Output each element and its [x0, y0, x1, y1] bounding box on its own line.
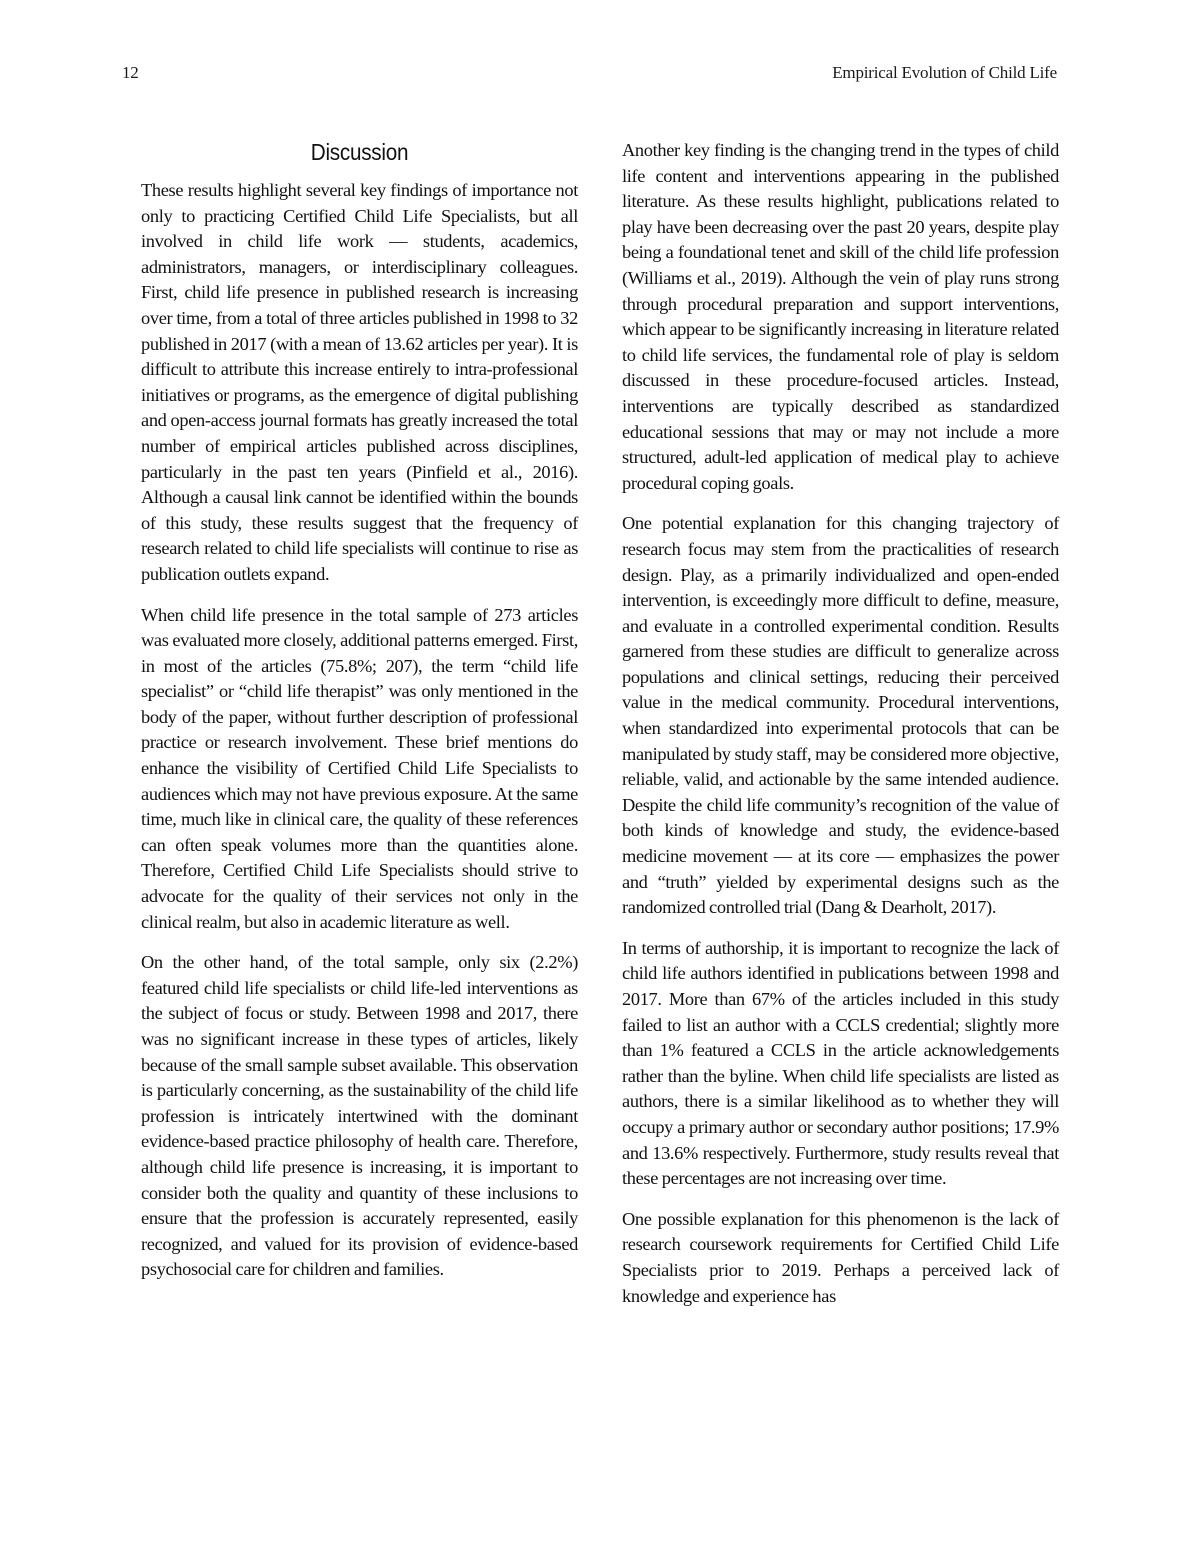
paragraph: These results highlight several key findings of importance not only to practicing Certified Child Life Specialists, but all involved in child life work — students, academics, administrators, managers, or interdisciplinary colleagues. First, child life presence in published research is increasing over time, from a total of three articles published in 1998 to 32 published in 2017 (with a mean of 13.62 articles per year). It is difficult to attribute this increase entirely to intra-professional initiatives or programs, as the emergence of digital publishing and open-access journal formats has greatly increased the total number of empirical articles published across disciplines, particularly in the past ten years (Pinfield et al., 2016). Although a causal link cannot be identified within the bounds of this study, these results suggest that the frequency of research related to child life specialists will continue to rise as publication outlets expand.	[141, 180, 578, 584]
page-number: 12	[122, 63, 139, 82]
paragraph: One potential explanation for this changing trajectory of research focus may stem from the practicalities of research design. Play, as a primarily individualized and open-ended intervention, is exceedingly more difficult to define, measure, and evaluate in a controlled experimental condition. Results garnered from these studies are difficult to generalize across populations and clinical settings, reducing their perceived value in the medical community. Procedural interventions, when standardized into experimental protocols that can be manipulated by study staff, may be considered more objective, reliable, valid, and actionable by the same intended audience. Despite the child life community’s recognition of the value of both kinds of knowledge and study, the evidence-based medicine movement — at its core — emphasizes the power and “truth” yielded by experimental designs such as the randomized controlled trial (Dang & Dearholt, 2017).	[622, 513, 1059, 918]
right-column	[622, 138, 1059, 1324]
paragraph: When child life presence in the total sample of 273 articles was evaluated more closely, additional patterns emerged. First, in most of the articles (75.8%; 207), the term “child life specialist” or “child life therapist” was only mentioned in the body of the paper, without further description of professional practice or research involvement. These brief mentions do enhance the visibility of Certified Child Life Specialists to audiences which may not have previous exposure. At the same time, much like in clinical care, the quality of these references can often speak volumes more than the quantities alone. Therefore, Certified Child Life Specialists should strive to advocate for the quality of their services not only in the clinical realm, but also in academic literature as well.	[141, 604, 578, 932]
paragraph: In terms of authorship, it is important to recognize the lack of child life authors identified in publications between 1998 and 2017. More than 67% of the articles included in this study failed to list an author with a CCLS credential; slightly more than 1% featured a CCLS in the article acknowledgements rather than the byline. When child life specialists are listed as authors, there is a similar likelihood as to whether they will occupy a primary author or secondary author positions; 17.9% and 13.6% respectively. Furthermore, study results reveal that these percentages are not increasing over time.	[622, 937, 1059, 1189]
paragraph: Another key finding is the changing trend in the types of child life content and interventions appearing in the published literature. As these results highlight, publications related to play have been decreasing over the past 20 years, despite play being a foundational tenet and skill of the child life profession (Williams et al., 2019). Although the vein of play runs strong through procedural preparation and support interventions, which appear to be significantly increasing in literature related to child life services, the fundamental role of play is seldom discussed in these procedure-focused articles. Instead, interventions are typically described as standardized educational sessions that may or may not include a more structured, adult-led application of medical play to achieve procedural coping goals.	[622, 140, 1059, 493]
running-title: Empirical Evolution of Child Life	[832, 63, 1057, 82]
paragraph: One possible explanation for this phenomenon is the lack of research coursework requirements for Certified Child Life Specialists prior to 2019. Perhaps a perceived lack of knowledge and experience has	[622, 1208, 1059, 1306]
paragraph: On the other hand, of the total sample, only six (2.2%) featured child life specialists or child life-led interventions as the subject of focus or study. Between 1998 and 2017, there was no significant increase in these types of articles, likely because of the small sample subset available. This observation is particularly concerning, as the sustainability of the child life profession is intricately intertwined with the dominant evidence-based practice philosophy of health care. Therefore, although child life presence is increasing, it is important to consider both the quality and quantity of these inclusions to ensure that the profession is accurately represented, easily recognized, and valued for its provision of evidence-based psychosocial care for children and families.	[141, 952, 578, 1280]
section-heading-discussion: Discussion	[310, 139, 409, 165]
left-column	[141, 138, 578, 1298]
